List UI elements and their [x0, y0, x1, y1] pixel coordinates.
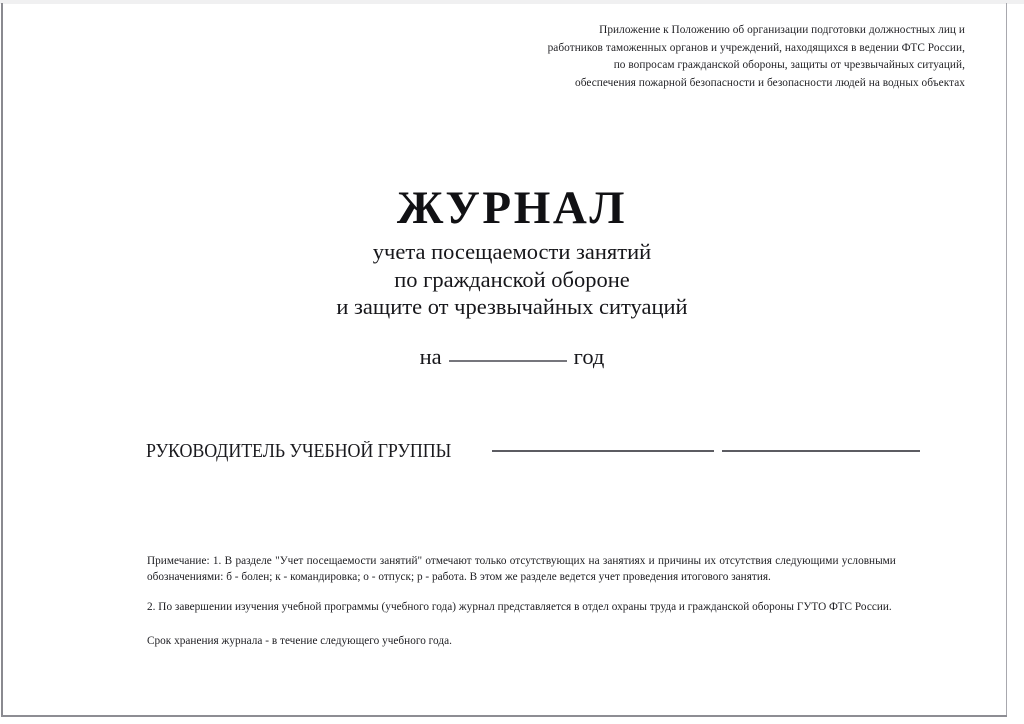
page-edge-bottom [1, 715, 1007, 717]
header-line-2: работников таможенных органов и учреждений, находящихся в ведении ФТС России, [547, 41, 965, 54]
note-paragraph-1: Примечание: 1. В разделе "Учет посещаемости занятий" отмечают только отсутствующих на занятиях и причины их отсутствия следующими условными обозначениями: б - болен; к - командировка; о - отпуск; р - работа. В этом же разделе ведется учет проведения итогового занятия. [147, 554, 896, 584]
subtitle-line-3: и защите от чрезвычайных ситуаций [336, 294, 688, 319]
header-line-4: обеспечения пожарной безопасности и безопасности людей на водных объектах [575, 76, 965, 89]
note-paragraph-3: Срок хранения журнала - в течение следующего учебного года. [147, 633, 452, 647]
year-input-blank[interactable] [449, 360, 567, 362]
notes-block [147, 553, 919, 649]
header-line-3: по вопросам гражданской обороны, защиты от чрезвычайных ситуаций, [613, 59, 965, 72]
year-suffix-label: год [573, 344, 605, 369]
year-prefix-label: на [419, 344, 442, 369]
page-title: ЖУРНАЛ [396, 182, 628, 234]
supervisor-field-row [146, 441, 946, 467]
supervisor-name-blank[interactable] [492, 450, 714, 452]
supervisor-signature-blank[interactable] [722, 450, 920, 452]
document-header-reference [420, 22, 965, 92]
year-field-row [0, 343, 1024, 371]
note-paragraph-2: 2. По завершении изучения учебной программы (учебного года) журнал представляется в отдел охраны труда и гражданской обороны ГУТО ФТС России. [147, 600, 892, 614]
subtitle-line-1: учета посещаемости занятий [372, 239, 652, 264]
header-line-1: Приложение к Положению об организации подготовки должностных лиц и [599, 24, 965, 36]
title-block [0, 183, 1024, 321]
supervisor-label: РУКОВОДИТЕЛЬ УЧЕБНОЙ ГРУППЫ [146, 441, 452, 462]
page-subtitle [0, 238, 1024, 321]
subtitle-line-2: по гражданской обороне [394, 266, 630, 292]
page-edge-top [0, 0, 1024, 4]
